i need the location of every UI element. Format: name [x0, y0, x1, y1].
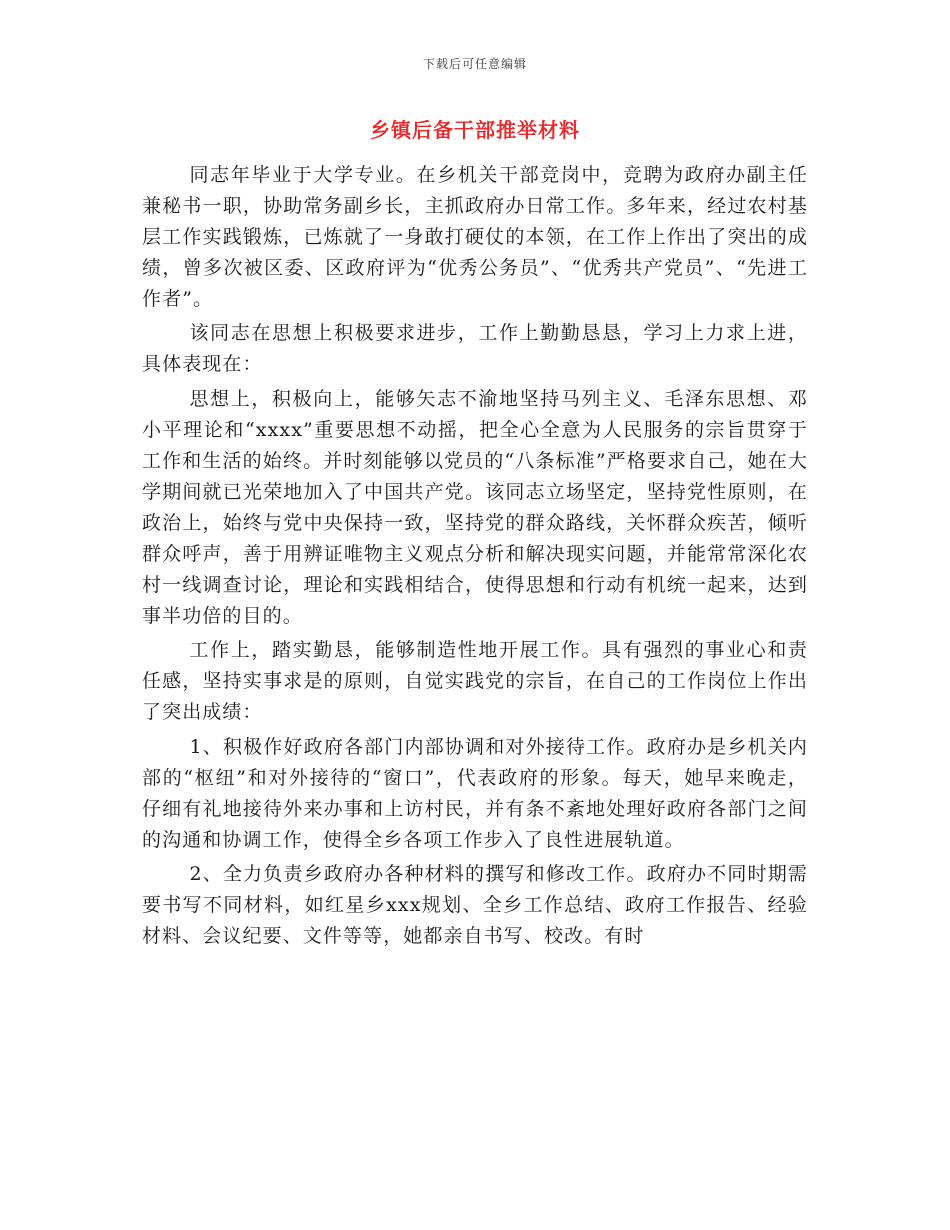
- paragraph: 2、全力负责乡政府办各种材料的撰写和修改工作。政府办不同时期需要书写不同材料，如红星乡xxx规划、全乡工作总结、政府工作报告、经验材料、会议纪要、文件等等，她都亲自书写、校改。有时: [142, 863, 808, 947]
- paragraph: 工作上，踏实勤恳，能够制造性地开展工作。具有强烈的事业心和责任感，坚持实事求是的原则，自觉实践党的宗旨，在自己的工作岗位上作出了突出成绩：: [142, 639, 808, 723]
- page-header: 下载后可任意编辑: [422, 57, 527, 71]
- paragraph: 思想上，积极向上，能够矢志不渝地坚持马列主义、毛泽东思想、邓小平理论和“xxxx”重要思想不动摇，把全心全意为人民服务的宗旨贯穿于工作和生活的始终。并时刻能够以党员的“八条标准”严格要求自己，她在大学期间就已光荣地加入了中国共产党。该同志立场坚定，坚持党性原则，在政治上，始终与党中央保持一致，坚持党的群众路线，关怀群众疾苦，倾听群众呼声，善于用辨证唯物主义观点分析和解决现实问题，并能常常深化农村一线调查讨论，理论和实践相结合，使得思想和行动有机统一起来，达到事半功倍的目的。: [142, 387, 808, 627]
- paragraph: 1、积极作好政府各部门内部协调和对外接待工作。政府办是乡机关内部的“枢纽”和对外接待的“窗口”，代表政府的形象。每天，她早来晚走，仔细有礼地接待外来办事和上访村民，并有条不紊地处理好政府各部门之间的沟通和协调工作，使得全乡各项工作步入了良性进展轨道。: [142, 735, 808, 851]
- paragraph: 该同志在思想上积极要求进步，工作上勤勤恳恳，学习上力求上进，具体表现在：: [142, 322, 808, 375]
- paragraph: 同志年毕业于大学专业。在乡机关干部竞岗中，竞聘为政府办副主任兼秘书一职，协助常务副乡长，主抓政府办日常工作。多年来，经过农村基层工作实践锻炼，已炼就了一身敢打硬仗的本领，在工作上作出了突出的成绩，曾多次被区委、区政府评为“优秀公务员”、“优秀共产党员”、“先进工作者”。: [142, 163, 808, 310]
- document-title: 乡镇后备干部推举材料: [370, 118, 580, 142]
- document-body: [142, 156, 808, 952]
